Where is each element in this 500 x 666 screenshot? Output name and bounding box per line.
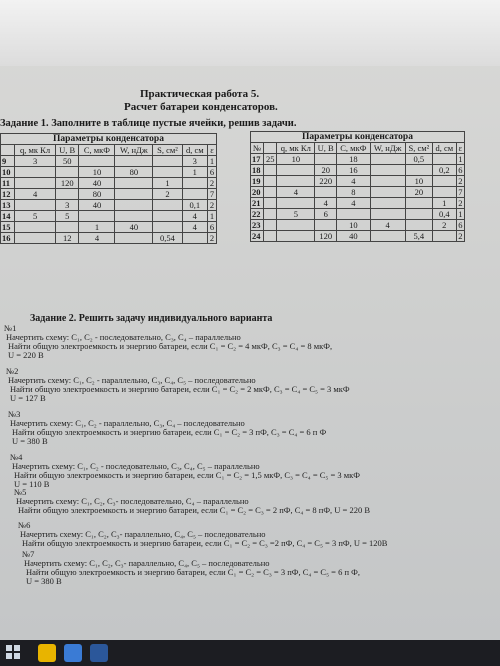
variant-scheme: Начертить схему: C₁, C₂ - последовательно, C₃, C₄ – параллельно	[6, 332, 241, 342]
table-cell: 5,4	[405, 231, 432, 242]
column-header: S, см²	[405, 143, 432, 154]
table-cell: 220	[315, 176, 337, 187]
variant-task: Найти общую электроемкость и энергию батареи, если C₁ = C₂ = 1,5 мкФ, C₃ = C₄ = C₅ = 3 мкФ	[14, 470, 361, 480]
table-cell: 9	[1, 156, 15, 167]
table-cell	[15, 178, 56, 189]
table-cell: 0,5	[405, 154, 432, 165]
column-header: d, см	[182, 145, 207, 156]
variant-num: №6	[18, 520, 31, 530]
column-header: U, В	[315, 143, 337, 154]
table-cell	[153, 167, 182, 178]
table-cell: 4	[15, 189, 56, 200]
table-cell: 12	[55, 233, 79, 244]
row-number: 20	[251, 187, 264, 198]
table-cell	[370, 154, 405, 165]
table-cell	[15, 233, 56, 244]
row-number: 24	[251, 231, 264, 242]
table-cell: 4	[182, 222, 207, 233]
column-header: U, В	[55, 145, 79, 156]
variant-scheme: Начертить схему: C₁, C₂ - последовательно, C₃, C₄, C₅ – параллельно	[12, 461, 260, 471]
table-cell	[79, 211, 115, 222]
table-group-header: Параметры конденсатора	[1, 134, 217, 145]
table-header-row	[251, 143, 465, 154]
table-cell	[115, 233, 153, 244]
table-cell: 6	[208, 222, 217, 233]
table-cell: 80	[79, 189, 115, 200]
table-cell: 11	[1, 178, 15, 189]
table-cell: 3	[182, 156, 207, 167]
table-cell: 2	[456, 231, 464, 242]
table-cell: 6	[315, 209, 337, 220]
table-cell	[432, 176, 456, 187]
variant-given: U = 110 В	[14, 479, 50, 489]
table-cell	[432, 231, 456, 242]
table-row	[1, 167, 217, 178]
table-cell	[264, 231, 277, 242]
table-cell: 6	[456, 165, 464, 176]
table-cell	[264, 198, 277, 209]
table-cell	[182, 189, 207, 200]
column-header: №	[251, 143, 264, 154]
table-cell: 7	[456, 187, 464, 198]
table-cell	[370, 176, 405, 187]
browser-icon[interactable]	[64, 644, 82, 662]
table-cell: 2	[456, 198, 464, 209]
table-cell	[115, 211, 153, 222]
table-cell	[182, 178, 207, 189]
word-icon[interactable]	[90, 644, 108, 662]
windows-taskbar	[0, 640, 500, 666]
column-header: ε	[456, 143, 464, 154]
table-cell	[405, 165, 432, 176]
table-cell: 16	[1, 233, 15, 244]
variant-num: №3	[8, 409, 21, 419]
variant-scheme: Начертить схему: C₁, C₂ - параллельно, C₃, C₄ – последовательно	[10, 418, 245, 428]
table-cell	[405, 209, 432, 220]
table-cell: 1	[153, 178, 182, 189]
table-cell	[15, 167, 56, 178]
table-cell	[115, 189, 153, 200]
table-cell: 0,54	[153, 233, 182, 244]
table-cell: 6	[208, 167, 217, 178]
parameters-table-left	[0, 133, 217, 244]
table-cell	[277, 176, 315, 187]
table-cell	[405, 198, 432, 209]
table-cell: 12	[1, 189, 15, 200]
table-cell: 120	[315, 231, 337, 242]
table-cell: 4	[182, 211, 207, 222]
table-cell: 1	[79, 222, 115, 233]
variant-given: U = 380 В	[12, 436, 48, 446]
table-cell: 10	[277, 154, 315, 165]
table-cell: 80	[115, 167, 153, 178]
table-cell: 50	[55, 156, 79, 167]
table-cell	[405, 220, 432, 231]
variant-scheme: Начертить схему: C₁, C₂ - параллельно, C₃, C₄, C₅ – последовательно	[8, 375, 256, 385]
task2-heading: Задание 2. Решить задачу индивидуального варианта	[30, 313, 273, 324]
column-header: C, мкФ	[337, 143, 370, 154]
column-header: q, мк Кл	[277, 143, 315, 154]
table-cell	[315, 187, 337, 198]
windows-start-icon[interactable]	[6, 645, 20, 659]
table-row	[251, 220, 465, 231]
variant-task: Найти общую электроемкость и энергию батареи, если C₁ = C₂ = C₃ = 3 пФ, C₄ = C₅ = 6 п Ф,	[26, 567, 360, 577]
table-cell: 3	[15, 156, 56, 167]
table-row	[251, 198, 465, 209]
variant-scheme: Начертить схему: C₁, C₂, C₃- параллельно, C₄, C₅ – последовательно	[20, 529, 266, 539]
table-cell: 4	[337, 176, 370, 187]
table-cell	[264, 220, 277, 231]
table-cell	[370, 187, 405, 198]
variant-num: №1	[4, 323, 17, 333]
table-cell: 8	[337, 187, 370, 198]
row-number: 19	[251, 176, 264, 187]
table-cell	[115, 178, 153, 189]
table-cell: 1	[208, 156, 217, 167]
table-cell: 25	[264, 154, 277, 165]
column-header: W, нДж	[370, 143, 405, 154]
table-cell: 1	[456, 209, 464, 220]
table-cell	[264, 176, 277, 187]
table-row	[1, 233, 217, 244]
table-cell	[264, 165, 277, 176]
table-cell	[264, 209, 277, 220]
table-cell: 40	[115, 222, 153, 233]
page-subtitle: Расчет батареи конденсаторов.	[124, 101, 278, 113]
variant-given: U = 380 В	[26, 576, 62, 586]
table-cell	[79, 156, 115, 167]
table-cell	[277, 165, 315, 176]
table-cell	[432, 154, 456, 165]
variant-num: №7	[22, 549, 35, 559]
table-cell	[55, 167, 79, 178]
table-cell: 5	[15, 211, 56, 222]
table-row	[1, 200, 217, 211]
table-cell: 10	[1, 167, 15, 178]
table-cell	[277, 231, 315, 242]
table-row	[251, 187, 465, 198]
table-row	[251, 154, 465, 165]
table-cell	[15, 200, 56, 211]
screen-glare	[0, 0, 500, 66]
table-cell: 2	[208, 233, 217, 244]
table-cell	[277, 220, 315, 231]
table-cell	[182, 233, 207, 244]
table-cell: 5	[277, 209, 315, 220]
table-cell: 3	[55, 200, 79, 211]
column-header	[1, 145, 15, 156]
table-cell: 1	[456, 154, 464, 165]
table-row	[1, 156, 217, 167]
parameters-table-right	[250, 131, 465, 242]
table-cell: 2	[208, 200, 217, 211]
table-cell: 4	[370, 220, 405, 231]
table-cell	[370, 165, 405, 176]
table-cell: 20	[405, 187, 432, 198]
table-header-row	[1, 145, 217, 156]
table-cell	[277, 198, 315, 209]
table-cell: 0,2	[432, 165, 456, 176]
table-cell: 2	[153, 189, 182, 200]
table-cell	[153, 156, 182, 167]
table-row	[251, 231, 465, 242]
column-header: d, см	[432, 143, 456, 154]
table-cell: 14	[1, 211, 15, 222]
table-cell: 0,1	[182, 200, 207, 211]
variant-scheme: Начертить схему: C₁, C₂, C₃- последовательно, C₄ – параллельно	[16, 496, 249, 506]
column-header: ε	[208, 145, 217, 156]
table-cell	[55, 189, 79, 200]
row-number: 17	[251, 154, 264, 165]
row-number: 23	[251, 220, 264, 231]
table-cell: 40	[337, 231, 370, 242]
variant-task: Найти общую электроемкость и энергию батареи, если C₁ = C₂ = C₃ =2 пФ, C₄ = C₅ = 3 пФ, U = 120В	[22, 538, 388, 548]
table-cell: 16	[337, 165, 370, 176]
table-cell: 40	[79, 200, 115, 211]
table-cell	[153, 200, 182, 211]
table-cell: 15	[1, 222, 15, 233]
table-cell	[264, 187, 277, 198]
table-cell: 2	[432, 220, 456, 231]
table-cell: 2	[456, 176, 464, 187]
table-cell	[370, 198, 405, 209]
table-row	[251, 209, 465, 220]
row-number: 22	[251, 209, 264, 220]
variant-given: U = 220 В	[8, 350, 44, 360]
table-cell: 4	[79, 233, 115, 244]
table-cell	[337, 209, 370, 220]
table-cell	[15, 222, 56, 233]
table-cell: 10	[337, 220, 370, 231]
table-cell	[153, 222, 182, 233]
column-header: W, нДж	[115, 145, 153, 156]
table-cell: 0,4	[432, 209, 456, 220]
table-cell	[115, 156, 153, 167]
table-row	[1, 178, 217, 189]
table-cell: 18	[337, 154, 370, 165]
variant-task: Найти общую электроемкость и энергию батареи, если C₁ = C₂ = 3 пФ, C₃ = C₄ = 6 п Ф	[12, 427, 327, 437]
row-number: 18	[251, 165, 264, 176]
table-cell: 2	[208, 178, 217, 189]
table-cell	[315, 154, 337, 165]
table-cell: 20	[315, 165, 337, 176]
column-header: S, см²	[153, 145, 182, 156]
table-cell: 40	[79, 178, 115, 189]
table-cell	[153, 211, 182, 222]
table-cell	[315, 220, 337, 231]
variant-task: Найти общую электроемкость и энергию батареи, если C₁ = C₂ = 4 мкФ, C₃ = C₄ = 8 мкФ,	[8, 341, 333, 351]
table-cell: 10	[405, 176, 432, 187]
table-cell	[115, 200, 153, 211]
variant-scheme: Начертить схему: C₁, C₂, C₃- параллельно, C₄, C₅ – последовательно	[24, 558, 270, 568]
table-cell: 7	[208, 189, 217, 200]
table-row	[1, 222, 217, 233]
table-cell: 1	[182, 167, 207, 178]
table-cell: 1	[208, 211, 217, 222]
table-row	[1, 211, 217, 222]
table-row	[1, 189, 217, 200]
variant-num: №4	[10, 452, 23, 462]
page-title: Практическая работа 5.	[140, 88, 260, 100]
variant-num: №5	[14, 487, 27, 497]
task1-heading: Задание 1. Заполните в таблице пустые ячейки, решив задачи.	[0, 118, 297, 129]
table-cell	[55, 222, 79, 233]
file-explorer-icon[interactable]	[38, 644, 56, 662]
column-header	[264, 143, 277, 154]
table-cell: 4	[315, 198, 337, 209]
table-cell	[432, 187, 456, 198]
table-cell: 6	[456, 220, 464, 231]
column-header: q, мк Кл	[15, 145, 56, 156]
column-header: C, мкФ	[79, 145, 115, 156]
row-number: 21	[251, 198, 264, 209]
table-cell: 13	[1, 200, 15, 211]
table-cell	[370, 231, 405, 242]
table-cell: 1	[432, 198, 456, 209]
table-cell: 10	[79, 167, 115, 178]
table-cell: 120	[55, 178, 79, 189]
table-cell	[370, 209, 405, 220]
variant-num: №2	[6, 366, 19, 376]
table-group-header: Параметры конденсатора	[251, 132, 465, 143]
table-cell: 4	[337, 198, 370, 209]
table-cell: 4	[277, 187, 315, 198]
table-row	[251, 165, 465, 176]
variant-task: Найти общую электроемкость и энергию батареи, если C₁ = C₂ = 2 мкФ, C₃ = C₄ = C₅ = 3 мкФ	[10, 384, 350, 394]
variant-given: U = 127 В	[10, 393, 46, 403]
table-row	[251, 176, 465, 187]
variant-task: Найти общую электроемкость и энергию батареи, если C₁ = C₂ = C₃ = 2 пФ, C₄ = 8 пФ, U = 220 В	[18, 505, 371, 515]
table-cell: 5	[55, 211, 79, 222]
